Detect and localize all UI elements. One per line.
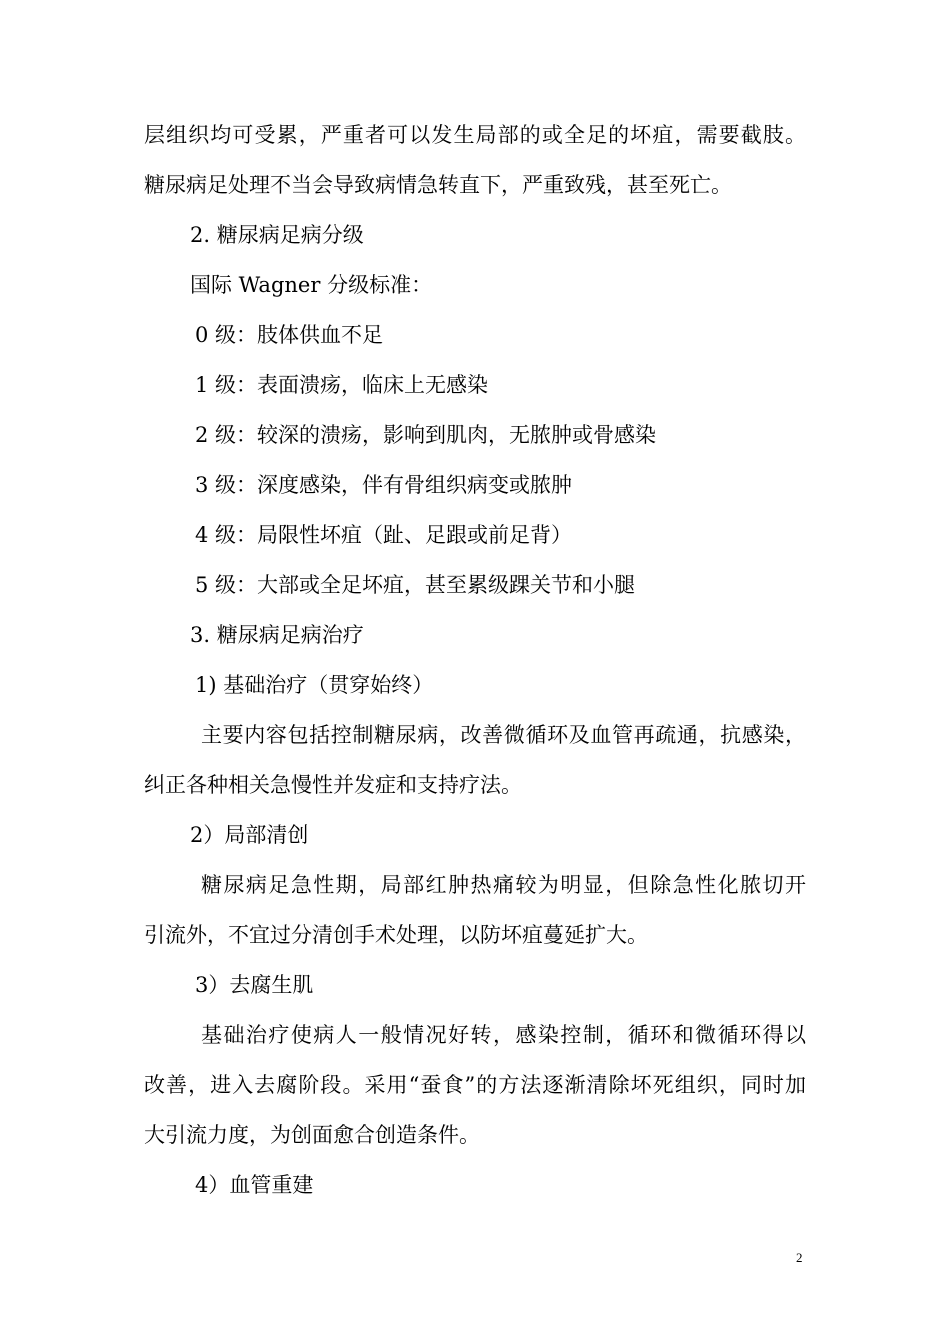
body-text-line: 基础治疗使病人一般情况好转，感染控制，循环和微循环得以 bbox=[201, 1023, 806, 1047]
list-item: 2 级：较深的溃疡，影响到肌肉，无脓肿或骨感染 bbox=[195, 423, 657, 447]
page-number: 2 bbox=[796, 1250, 803, 1265]
section-heading: 2. 糖尿病足病分级 bbox=[190, 223, 364, 247]
body-text-line: 纠正各种相关急慢性并发症和支持疗法。 bbox=[144, 773, 522, 797]
body-text-line: 糖尿病足处理不当会导致病情急转直下，严重致残，甚至死亡。 bbox=[144, 173, 732, 197]
list-item: 5 级：大部或全足坏疽，甚至累级踝关节和小腿 bbox=[195, 573, 636, 597]
list-item: 1 级：表面溃疡，临床上无感染 bbox=[195, 373, 489, 397]
subsection-heading: 2）局部清创 bbox=[190, 823, 309, 847]
list-item: 3 级：深度感染，伴有骨组织病变或脓肿 bbox=[195, 473, 573, 497]
list-item: 0 级：肢体供血不足 bbox=[195, 323, 384, 347]
body-text-line: 国际 Wagner 分级标准： bbox=[190, 273, 433, 297]
body-text-line: 层组织均可受累，严重者可以发生局部的或全足的坏疽，需要截肢。 bbox=[144, 123, 806, 147]
body-text-line: 大引流力度，为创面愈合创造条件。 bbox=[144, 1123, 480, 1147]
body-text-line: 改善，进入去腐阶段。采用“蚕食”的方法逐渐清除坏死组织，同时加 bbox=[144, 1073, 806, 1097]
body-text-line: 糖尿病足急性期，局部红肿热痛较为明显，但除急性化脓切开 bbox=[201, 873, 806, 897]
list-item: 4 级：局限性坏疽（趾、足跟或前足背） bbox=[195, 523, 573, 547]
subsection-heading: 3）去腐生肌 bbox=[195, 973, 314, 997]
section-heading: 3. 糖尿病足病治疗 bbox=[190, 623, 364, 647]
body-text-line: 引流外，不宜过分清创手术处理，以防坏疽蔓延扩大。 bbox=[144, 923, 648, 947]
subsection-heading: 4）血管重建 bbox=[195, 1173, 314, 1197]
subsection-heading: 1) 基础治疗（贯穿始终） bbox=[195, 673, 434, 697]
body-text-line: 主要内容包括控制糖尿病，改善微循环及血管再疏通，抗感染， bbox=[201, 723, 806, 747]
